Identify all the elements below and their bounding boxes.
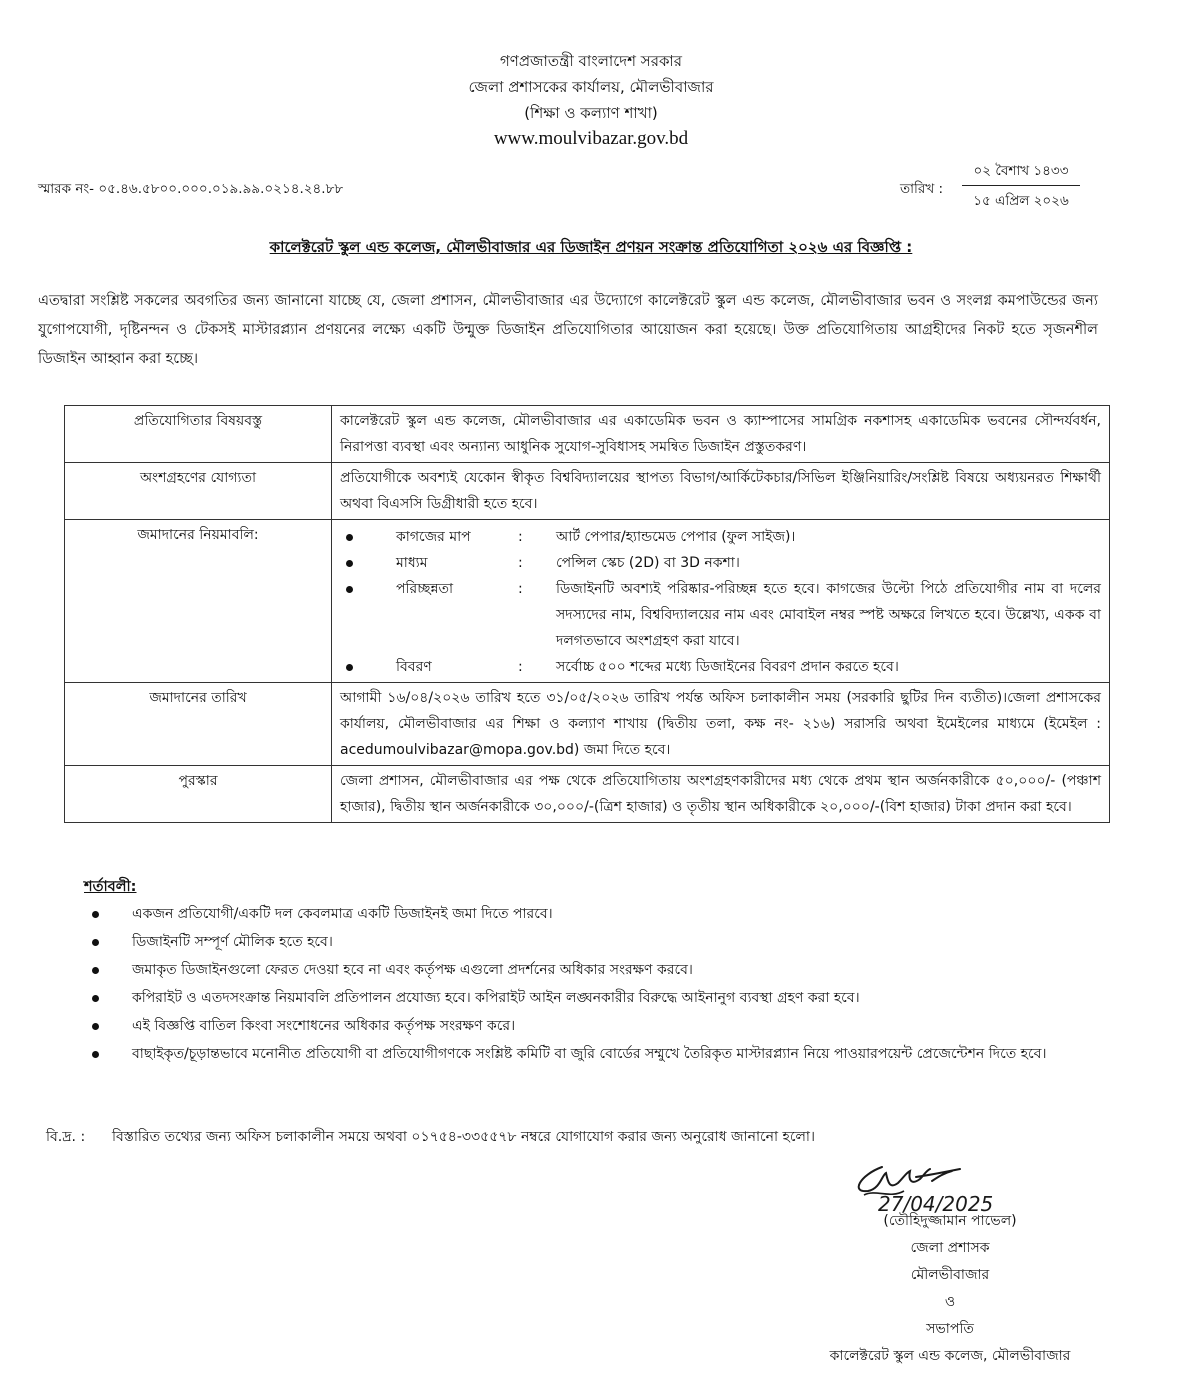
rule-value: ডিজাইনটি অবশ্যই পরিষ্কার-পরিচ্ছন্ন হতে হবে। কাগজের উল্টো পিঠে প্রতিযোগীর নাম বা দলের সদস্যদের নাম, বিশ্ববিদ্যালয়ের নাম এবং মোবাইল নম্বর স্পষ্ট অক্ষরে লিখতে হবে। উল্লেখ্য, একক বা দলগতভাবে অংশগ্রহণ করা যাবে। <box>556 581 1101 649</box>
row-value: আগামী ১৬/০৪/২০২৬ তারিখ হতে ৩১/০৫/২০২৬ তারিখ পর্যন্ত অফিস চলাকালীন সময় (সরকারি ছুটির দিন ব্যতীত)।জেলা প্রশাসকের কার্যালয়, মৌলভীবাজার এর শিক্ষা ও কল্যাণ শাখায় (দ্বিতীয় তলা, কক্ষ নং- ২১৬) সরাসরি অথবা ইমেইলের মাধ্যমে (ইমেইল : acedumoulvibazar@mopa.gov.bd) জমা দিতে হবে। <box>332 683 1110 766</box>
rule-value: সর্বোচ্চ ৫০০ শব্দের মধ্যে ডিজাইনের বিবরণ প্রদান করতে হবে। <box>556 659 899 675</box>
bullet-icon <box>92 1023 99 1030</box>
letterhead <box>0 48 1182 152</box>
signer-conjunction: ও <box>944 1294 956 1310</box>
signature-scribble-icon <box>820 1155 1100 1215</box>
rule-sep: : <box>518 555 523 571</box>
details-table <box>64 405 1110 823</box>
signature-date: 27/04/2025 <box>878 1192 994 1215</box>
rule-key: কাগজের মাপ <box>396 529 471 545</box>
bullet-icon <box>92 911 99 918</box>
table-row-prize <box>65 766 1110 823</box>
row-label: জমাদানের নিয়মাবলি: <box>65 520 332 683</box>
date-bangla: ০২ বৈশাখ ১৪৩৩ <box>962 160 1080 186</box>
term-text: জমাকৃত ডিজাইনগুলো ফেরত দেওয়া হবে না এবং কর্তৃপক্ষ এগুলো প্রদর্শনের অধিকার সংরক্ষণ করবে। <box>132 962 693 978</box>
terms-heading: শর্তাবলী: <box>84 879 137 895</box>
table-row-subject <box>65 406 1110 463</box>
row-label: অংশগ্রহণের যোগ্যতা <box>65 463 332 520</box>
bullet-icon <box>92 967 99 974</box>
branch-name: (শিক্ষা ও কল্যাণ শাখা) <box>524 104 658 122</box>
table-row-eligibility <box>65 463 1110 520</box>
date-label: তারিখ : <box>900 181 944 197</box>
list-item <box>92 956 1102 984</box>
table-row-rules <box>65 520 1110 683</box>
memo-number: স্মারক নং- ০৫.৪৬.৫৮০০.০০০.০১৯.৯৯.০২১৪.২৪.৮৮ <box>38 181 344 197</box>
rule-sep: : <box>518 659 523 675</box>
intro-paragraph: এতদ্বারা সংশ্লিষ্ট সকলের অবগতির জন্য জানানো যাচ্ছে যে, জেলা প্রশাসন, মৌলভীবাজার এর উদ্যোগে কালেক্টরেট স্কুল এন্ড কলেজ, মৌলভীবাজার ভবন ও সংলগ্ন কমপাউন্ডের জন্য যুগোপযোগী, দৃষ্টিনন্দন ও টেকসই মাস্টারপ্ল্যান প্রণয়নের লক্ষ্যে একটি উন্মুক্ত ডিজাইন প্রতিযোগিতার আয়োজন করা হয়েছে। উক্ত প্রতিযোগিতায় আগ্রহীদের নিকট হতে সৃজনশীল ডিজাইন আহ্বান করা হচ্ছে। <box>38 293 1098 367</box>
bullet-icon <box>346 586 353 593</box>
term-text: বাছাইকৃত/চূড়ান্তভাবে মনোনীত প্রতিযোগী বা প্রতিযোগীগণকে সংশ্লিষ্ট কমিটি বা জুরি বোর্ডের সম্মুখে তৈরিকৃত মাস্টারপ্ল্যান নিয়ে পাওয়ারপয়েন্ট প্রেজেন্টেশন দিতে হবে। <box>132 1046 1047 1062</box>
notice-title: কালেক্টরেট স্কুল এন্ড কলেজ, মৌলভীবাজার এর ডিজাইন প্রণয়ন সংক্রান্ত প্রতিযোগিতা ২০২৬ এর বিজ্ঞপ্তি : <box>269 238 913 256</box>
footnote-prefix: বি.দ্র. : <box>46 1129 86 1145</box>
list-item <box>92 900 1102 928</box>
rule-value: আর্ট পেপার/হ্যান্ডমেড পেপার (ফুল সাইজ)। <box>556 529 796 545</box>
rule-value: পেন্সিল স্কেচ (2D) বা 3D নকশা। <box>556 555 740 571</box>
office-name: জেলা প্রশাসকের কার্যালয়, মৌলভীবাজার <box>468 78 714 96</box>
row-value: প্রতিযোগীকে অবশ্যই যেকোন স্বীকৃত বিশ্ববিদ্যালয়ের স্থাপত্য বিভাগ/আর্কিটেকচার/সিভিল ইঞ্জিনিয়ারিং/সংশ্লিষ্ট বিষয়ে অধ্যয়নরত শিক্ষার্থী অথবা বিএসসি ডিগ্রীধারী হতে হবে। <box>332 463 1110 520</box>
government-name: গণপ্রজাতন্ত্রী বাংলাদেশ সরকার <box>499 52 683 70</box>
list-item <box>92 1040 1102 1068</box>
term-text: কপিরাইট ও এতদসংক্রান্ত নিয়মাবলি প্রতিপালন প্রযোজ্য হবে। কপিরাইট আইন লঙ্ঘনকারীর বিরুদ্ধে আইনানুগ ব্যবস্থা গ্রহণ করা হবে। <box>132 990 860 1006</box>
rule-item <box>340 576 1101 654</box>
rule-item <box>340 550 1101 576</box>
row-label: জমাদানের তারিখ <box>65 683 332 766</box>
rule-item <box>340 654 1101 680</box>
signer-name: (তৌহিদুজ্জামান পাভেল) <box>883 1213 1017 1229</box>
rule-item <box>340 524 1101 550</box>
bullet-icon <box>92 939 99 946</box>
date-values <box>962 160 1080 213</box>
signer-designation: জেলা প্রশাসক <box>910 1240 990 1256</box>
date-english: ১৫ এপ্রিল ২০২৬ <box>973 193 1069 209</box>
term-text: এই বিজ্ঞপ্তি বাতিল কিংবা সংশোধনের অধিকার কর্তৃপক্ষ সংরক্ষণ করে। <box>132 1018 516 1034</box>
row-value: কালেক্টরেট স্কুল এন্ড কলেজ, মৌলভীবাজার এর একাডেমিক ভবন ও ক্যাম্পাসের সামগ্রিক নকশাসহ একাডেমিক ভবনের সৌন্দর্যবর্ধন, নিরাপত্তা ব্যবস্থা এবং অন্যান্য আধুনিক সুযোগ-সুবিধাসহ সমন্বিত ডিজাইন প্রস্তুতকরণ। <box>332 406 1110 463</box>
rule-key: পরিচ্ছন্নতা <box>396 581 454 597</box>
bullet-icon <box>92 995 99 1002</box>
footnote <box>46 1125 815 1149</box>
term-text: ডিজাইনটি সম্পূর্ণ মৌলিক হতে হবে। <box>132 934 333 950</box>
rule-sep: : <box>518 529 523 545</box>
list-item <box>92 1012 1102 1040</box>
footnote-text: বিস্তারিত তথ্যের জন্য অফিস চলাকালীন সময়ে অথবা ০১৭৫৪-৩৩৫৫৭৮ নম্বরে যোগাযোগ করার জন্য অনুরোধ জানানো হলো। <box>112 1129 815 1145</box>
website-link[interactable]: www.moulvibazar.gov.bd <box>493 128 689 149</box>
rule-key: মাধ্যম <box>396 555 428 571</box>
signer-block <box>780 1208 1120 1370</box>
table-row-deadline <box>65 683 1110 766</box>
row-label: প্রতিযোগিতার বিষয়বস্তু <box>65 406 332 463</box>
row-value <box>332 520 1110 683</box>
bullet-icon <box>346 534 353 541</box>
row-value: জেলা প্রশাসন, মৌলভীবাজার এর পক্ষ থেকে প্রতিযোগিতায় অংশগ্রহণকারীদের মধ্য থেকে প্রথম স্থান অর্জনকারীকে ৫০,০০০/- (পঞ্চাশ হাজার), দ্বিতীয় স্থান অর্জনকারীকে ৩০,০০০/-(ত্রিশ হাজার) ও তৃতীয় স্থান অধিকারীকে ২০,০০০/-(বিশ হাজার) টাকা প্রদান করা হবে। <box>332 766 1110 823</box>
term-text: একজন প্রতিযোগী/একটি দল কেবলমাত্র একটি ডিজাইনই জমা দিতে পারবে। <box>132 906 553 922</box>
list-item <box>92 928 1102 956</box>
row-label: পুরস্কার <box>65 766 332 823</box>
signer-institution: কালেক্টরেট স্কুল এন্ড কলেজ, মৌলভীবাজার <box>829 1348 1071 1364</box>
signer-place: মৌলভীবাজার <box>910 1267 990 1283</box>
bullet-icon <box>346 664 353 671</box>
bullet-icon <box>346 560 353 567</box>
bullet-icon <box>92 1051 99 1058</box>
list-item <box>92 984 1102 1012</box>
rule-sep: : <box>518 581 523 597</box>
rule-key: বিবরণ <box>396 659 432 675</box>
terms-list <box>92 900 1102 1068</box>
signer-designation-2: সভাপতি <box>926 1321 974 1337</box>
